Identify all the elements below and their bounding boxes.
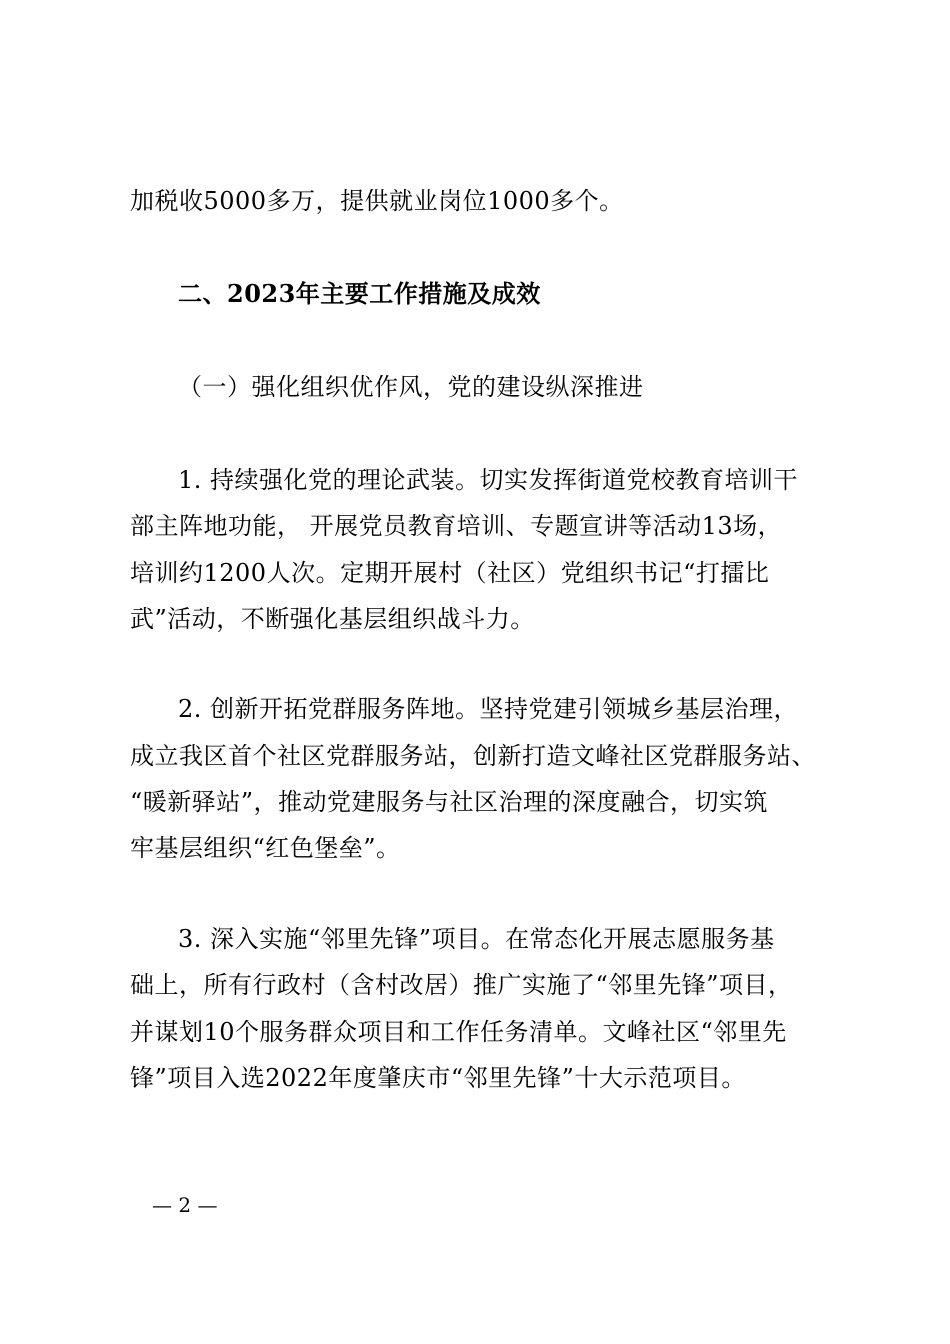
paragraph-line: 2. 创新开拓党群服务阵地。坚持党建引领城乡基层治理，	[178, 695, 799, 723]
paragraph-line: 牢基层组织“红色堡垒”。	[130, 834, 401, 862]
paragraph-line: 培训约1200人次。定期开展村（社区）党组织书记“打擂比	[130, 559, 770, 587]
paragraph-line: 锋”项目入选2022年度肇庆市“邻里先锋”十大示范项目。	[130, 1064, 746, 1092]
paragraph-line: 成立我区首个社区党群服务站，创新打造文峰社区党群服务站、	[130, 742, 816, 770]
paragraph-line: 部主阵地功能， 开展党员教育培训、专题宣讲等活动13场，	[130, 512, 783, 540]
paragraph-line: 武”活动，不断强化基层组织战斗力。	[130, 605, 535, 633]
paragraph-line: 加税收5000多万，提供就业岗位1000多个。	[130, 187, 624, 215]
paragraph-line: 1. 持续强化党的理论武装。切实发挥街道党校教育培训干	[178, 466, 799, 494]
paragraph-line: “暖新驿站”，推动党建服务与社区治理的深度融合，切实筑	[130, 788, 769, 816]
paragraph-line: 3. 深入实施“邻里先锋”项目。在常态化开展志愿服务基	[178, 925, 775, 953]
page-number: — 2 —	[152, 1193, 218, 1217]
paragraph-line: 础上，所有行政村（含村改居）推广实施了“邻里先锋”项目，	[130, 971, 793, 999]
paragraph-line: 并谋划10个服务群众项目和工作任务清单。文峰社区“邻里先	[130, 1018, 787, 1046]
section-title: 二、2023年主要工作措施及成效	[178, 279, 541, 308]
subsection-title: （一）强化组织优作风，党的建设纵深推进	[178, 373, 644, 401]
